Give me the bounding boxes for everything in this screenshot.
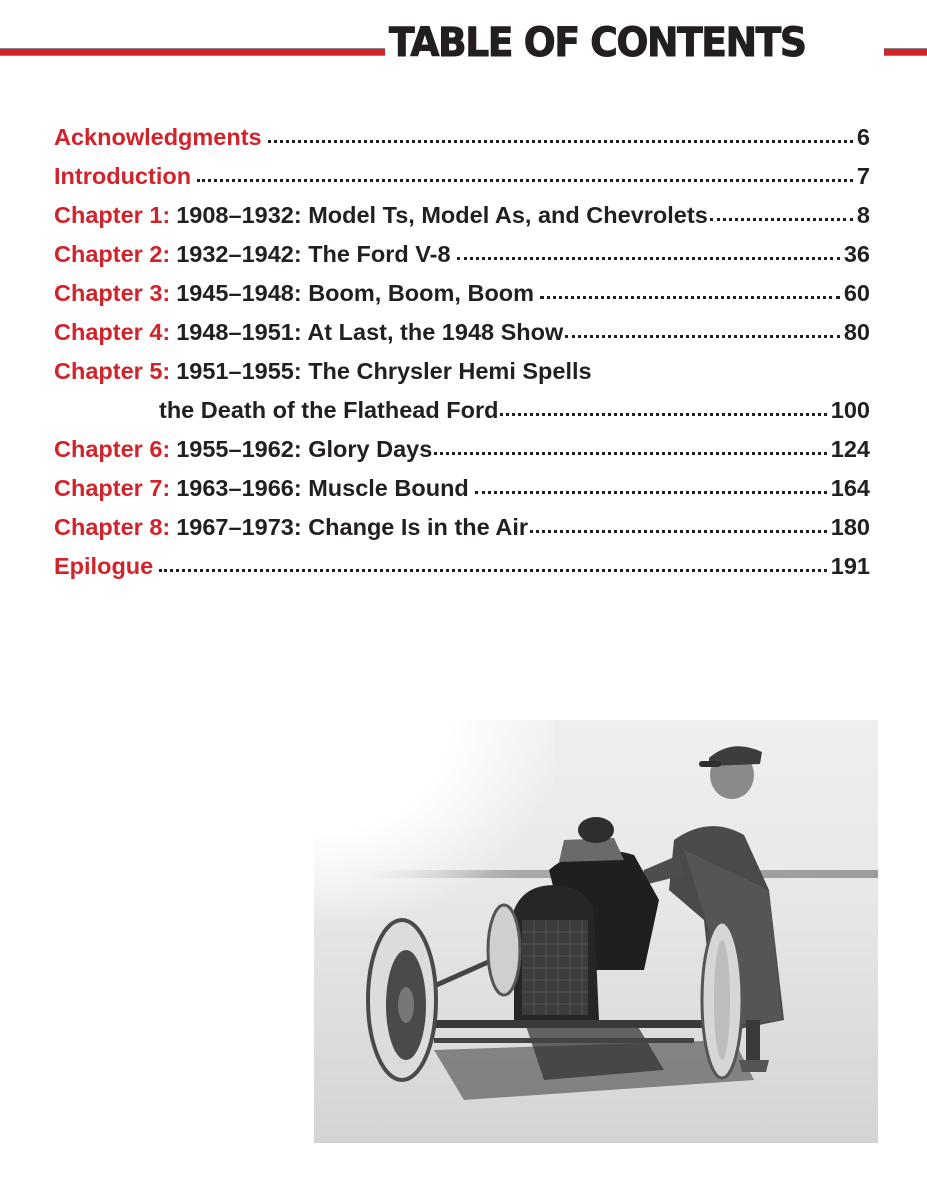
toc-entry-chapter-8[interactable] [54,508,870,547]
toc-page-number: 36 [843,241,870,267]
toc-chapter-title: 1951–1955: The Chrysler Hemi Spells [176,358,592,384]
toc-entry-chapter-5-continued[interactable] [54,391,870,430]
toc-chapter-title: 1908–1932: Model Ts, Model As, and Chevrolets [176,202,708,228]
race-car-illustration [314,720,878,1143]
toc-entry-label: Epilogue [54,553,154,579]
dot-leader [434,452,826,455]
dot-leader [197,179,853,182]
toc-page-number: 124 [830,436,870,462]
dot-leader [475,491,827,494]
toc-chapter-label: Chapter 6: [54,436,171,462]
toc-chapter-title: 1955–1962: Glory Days [176,436,433,462]
toc-page-number: 7 [856,163,870,189]
toc-page-number: 180 [830,514,870,540]
toc-page-number: 80 [843,319,870,345]
toc-chapter-title: 1945–1948: Boom, Boom, Boom [176,280,535,306]
toc-page-number: 6 [856,124,870,150]
toc-entry-chapter-3[interactable] [54,274,870,313]
toc-entry-chapter-7[interactable] [54,469,870,508]
toc-chapter-label: Chapter 3: [54,280,171,306]
toc-chapter-title: 1967–1973: Change Is in the Air [176,514,528,540]
header-rule-right [884,48,927,56]
dot-leader [530,530,827,533]
toc-entry-chapter-1[interactable] [54,196,870,235]
dot-leader [710,218,853,221]
toc-page-number: 8 [856,202,870,228]
dot-leader [500,413,826,416]
toc-page-number: 191 [830,553,870,579]
toc-entry-acknowledgments[interactable] [54,118,870,157]
dot-leader [457,257,840,260]
toc-entry-chapter-5[interactable] [54,352,870,391]
toc-chapter-label: Chapter 7: [54,475,171,501]
dot-leader [540,296,840,299]
table-of-contents [54,118,870,586]
page-title: TABLE OF CONTENTS [389,20,806,66]
dot-leader [268,140,853,143]
toc-entry-introduction[interactable] [54,157,870,196]
toc-entry-chapter-6[interactable] [54,430,870,469]
toc-chapter-label: Chapter 2: [54,241,171,267]
toc-page-number: 60 [843,280,870,306]
header-rule-left [0,48,385,56]
page-header [0,22,927,64]
toc-chapter-title: 1963–1966: Muscle Bound [176,475,469,501]
toc-chapter-title: 1948–1951: At Last, the 1948 Show [176,319,564,345]
toc-chapter-title-line2: the Death of the Flathead Ford [159,397,499,423]
toc-chapter-label: Chapter 5: [54,358,171,384]
toc-entry-label: Acknowledgments [54,124,262,150]
dot-leader [159,569,827,572]
toc-entry-chapter-2[interactable] [54,235,870,274]
toc-entry-chapter-4[interactable] [54,313,870,352]
toc-page-number: 100 [830,397,870,423]
race-car-photo [314,720,878,1143]
toc-page-number: 164 [830,475,870,501]
toc-chapter-title: 1932–1942: The Ford V-8 [176,241,451,267]
toc-chapter-label: Chapter 4: [54,319,171,345]
toc-chapter-label: Chapter 1: [54,202,171,228]
toc-chapter-label: Chapter 8: [54,514,171,540]
toc-entry-epilogue[interactable] [54,547,870,586]
toc-entry-label: Introduction [54,163,192,189]
dot-leader [565,335,840,338]
